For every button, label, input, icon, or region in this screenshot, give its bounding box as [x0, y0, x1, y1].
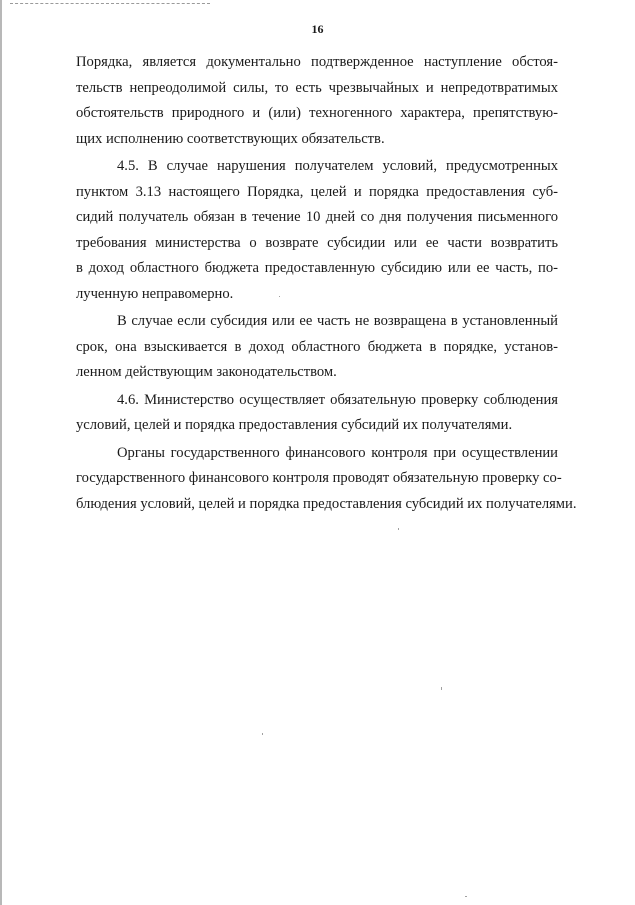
text-line: В случае если субсидия или ее часть не возвращена в установленный — [117, 313, 558, 329]
page-number: 16 — [311, 22, 324, 36]
text-line: ленном действующим законодательством. — [76, 364, 337, 380]
paragraph — [76, 388, 558, 439]
text-line: 4.6. Министерство осуществляет обязательную проверку соблюдения — [117, 391, 558, 408]
scan-speck — [398, 528, 399, 530]
text-line: лученную неправомерно. — [76, 285, 234, 302]
text-line: условий, целей и порядка предоставления субсидий их получателями. — [76, 417, 513, 433]
scan-speck — [441, 687, 442, 690]
paragraph — [76, 309, 558, 386]
scan-left-edge — [0, 0, 2, 905]
text-line: государственного финансового контроля проводят обязательную проверку со- — [76, 470, 562, 486]
document-body — [76, 50, 577, 517]
scan-speck — [465, 896, 467, 897]
text-line: в доход областного бюджета предоставленную субсидию или ее часть, по- — [76, 260, 558, 276]
text-line: обстоятельств природного и (или) техногенного характера, препятствую- — [76, 105, 558, 121]
text-line: тельств непреодолимой силы, то есть чрезвычайных и непредотвратимых — [76, 79, 558, 96]
text-line: Порядка, является документально подтвержденное наступление обстоя- — [76, 54, 558, 70]
paragraph — [76, 154, 558, 307]
text-line: пунктом 3.13 настоящего Порядка, целей и порядка предоставления суб- — [76, 183, 558, 200]
paragraph — [76, 50, 558, 152]
text-line: Органы государственного финансового контроля при осуществлении — [117, 444, 558, 461]
scan-speck — [279, 296, 280, 297]
text-line: сидий получатель обязан в течение 10 дней со дня получения письменного — [76, 209, 558, 225]
text-line: 4.5. В случае нарушения получателем условий, предусмотренных — [117, 158, 558, 174]
scan-speck — [262, 733, 263, 735]
paragraph — [76, 441, 577, 518]
text-line: блюдения условий, целей и порядка предоставления субсидий их получателями. — [76, 495, 577, 512]
scan-top-marks — [10, 3, 210, 6]
text-line: требования министерства о возврате субсидии или ее части возвратить — [76, 234, 558, 251]
text-line: щих исполнению соответствующих обязательств. — [76, 130, 385, 147]
text-line: срок, она взыскивается в доход областного бюджета в порядке, установ- — [76, 338, 558, 355]
